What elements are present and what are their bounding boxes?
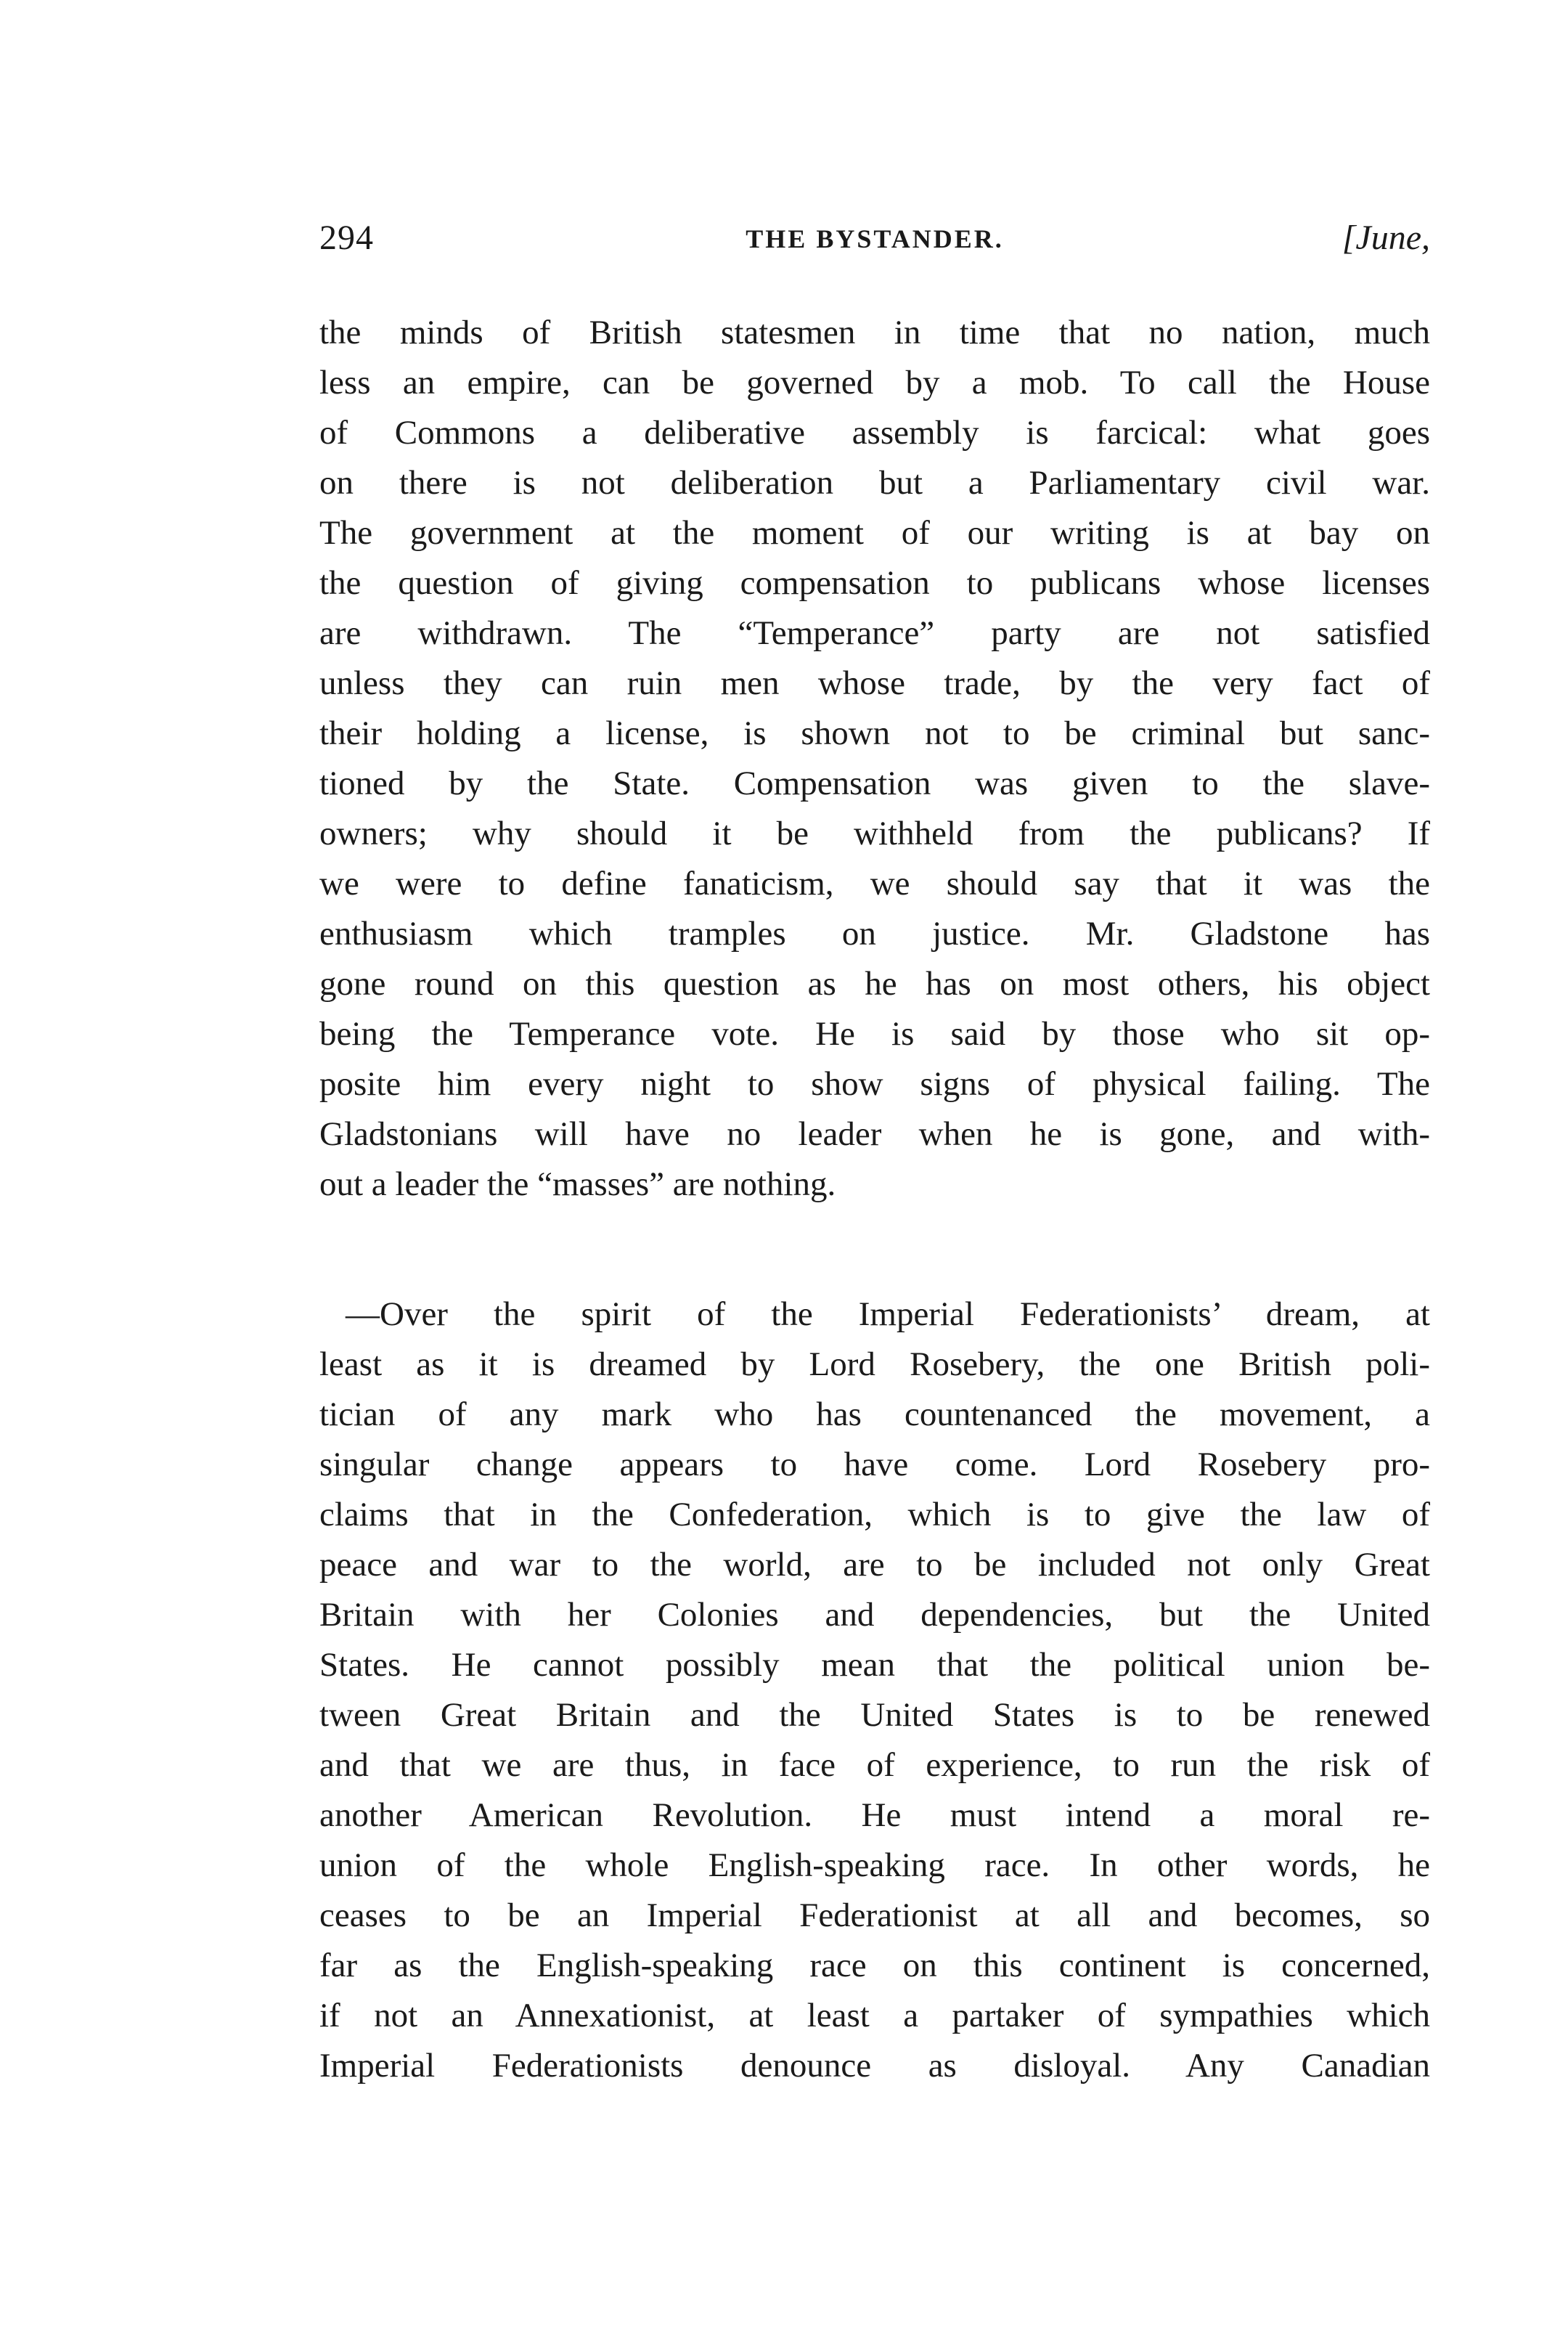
text-line: unless they can ruin men whose trade, by the very fact of [319,664,1430,702]
text-line: out a leader the “masses” are nothing. [319,1165,836,1203]
text-line: far as the English-speaking race on this continent is concerned, [319,1947,1430,1984]
text-line: are withdrawn. The “Temperance” party are not satisfied [319,614,1430,652]
paragraph-1 [319,308,1430,1210]
text-line: enthusiasm which tramples on justice. Mr. Gladstone has [319,915,1430,953]
text-line: we were to define fanaticism, we should say that it was the [319,865,1430,902]
running-title: THE BYSTANDER. [746,224,1004,253]
running-header-month: [June, [1342,219,1430,257]
text-line: ceases to be an Imperial Federationist at all and becomes, so [319,1896,1430,1934]
text-line: tioned by the State. Compensation was given to the slave- [319,765,1430,802]
text-line: Gladstonians will have no leader when he is gone, and with- [319,1115,1430,1153]
text-line: less an empire, can be governed by a mob. To call the House [319,364,1430,402]
text-line: owners; why should it be withheld from the publicans? If [319,815,1430,852]
text-line: another American Revolution. He must intend a moral re- [319,1796,1430,1834]
text-line: peace and war to the world, are to be included not only Great [319,1546,1430,1584]
text-line: of Commons a deliberative assembly is farcical: what goes [319,414,1430,452]
text-line: The government at the moment of our writing is at bay on [319,514,1430,552]
text-line: the question of giving compensation to publicans whose licenses [319,564,1430,602]
page-number: 294 [319,219,374,257]
text-line: and that we are thus, in face of experience, to run the risk of [319,1746,1430,1784]
text-line: the minds of British statesmen in time that no nation, much [319,314,1430,351]
paragraph-2 [319,1289,1430,2091]
text-line: claims that in the Confederation, which is to give the law of [319,1496,1430,1533]
running-header [319,218,1430,283]
text-line: least as it is dreamed by Lord Rosebery, the one British poli- [319,1345,1430,1383]
text-line: union of the whole English-speaking race. In other words, he [319,1846,1430,1884]
text-line: —Over the spirit of the Imperial Federationists’ dream, at [346,1295,1430,1333]
text-line: tween Great Britain and the United States is to be renewed [319,1696,1430,1734]
text-line: tician of any mark who has countenanced the movement, a [319,1395,1430,1433]
text-line: Imperial Federationists denounce as disloyal. Any Canadian [319,2047,1430,2085]
text-line: States. He cannot possibly mean that the political union be- [319,1646,1430,1684]
text-line: being the Temperance vote. He is said by those who sit op- [319,1015,1430,1053]
text-line: gone round on this question as he has on most others, his object [319,965,1430,1003]
text-line: on there is not deliberation but a Parliamentary civil war. [319,464,1430,502]
text-line: Britain with her Colonies and dependencies, but the United [319,1596,1430,1634]
text-line: if not an Annexationist, at least a partaker of sympathies which [319,1997,1430,2034]
text-line: singular change appears to have come. Lord Rosebery pro- [319,1446,1430,1483]
text-line: posite him every night to show signs of physical failing. The [319,1065,1430,1103]
text-line: their holding a license, is shown not to be criminal but sanc- [319,714,1430,752]
